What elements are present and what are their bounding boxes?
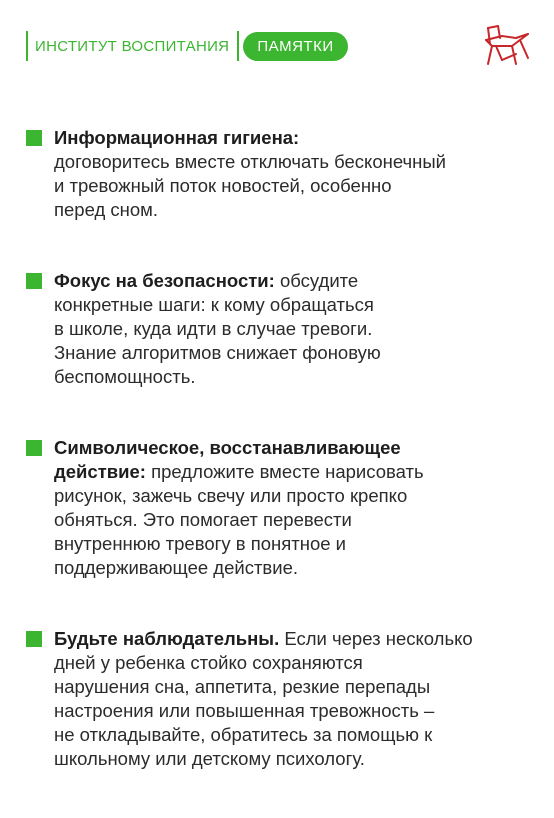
chair-icon (482, 24, 532, 66)
item-text: Знание алгоритмов снижает фоновую (54, 342, 381, 363)
item-title: Информационная гигиена: (54, 127, 300, 148)
list-item (26, 269, 536, 389)
header-divider (26, 31, 28, 61)
list-item (26, 627, 536, 771)
item-text: в школе, куда идти в случае тревоги. (54, 318, 373, 339)
item-text: конкретные шаги: к кому обращаться (54, 294, 374, 315)
item-text: и тревожный поток новостей, особенно (54, 175, 392, 196)
item-text: рисунок, зажечь свечу или просто крепко (54, 485, 408, 506)
item-text: поддерживающее действие. (54, 557, 299, 578)
bullet-square-icon (26, 273, 42, 289)
item-text: настроения или повышенная тревожность – (54, 700, 435, 721)
item-text: не откладывайте, обратитесь за помощью к (54, 724, 433, 745)
item-text: беспомощность. (54, 366, 196, 387)
list-item (26, 436, 536, 580)
bullet-square-icon (26, 440, 42, 456)
header (26, 32, 348, 60)
item-text: договоритесь вместе отключать бесконечный (54, 151, 446, 172)
item-text: обняться. Это помогает перевести (54, 509, 352, 530)
item-text: школьному или детскому психологу. (54, 748, 365, 769)
item-text: нарушения сна, аппетита, резкие перепады (54, 676, 431, 697)
item-title-2: действие: (54, 461, 146, 482)
item-text: внутреннюю тревогу в понятное и (54, 533, 347, 554)
memo-list (26, 126, 536, 818)
header-divider-2 (237, 31, 239, 61)
institute-name: ИНСТИТУТ ВОСПИТАНИЯ (35, 37, 230, 55)
item-title-tail: Если через несколько (279, 628, 473, 649)
item-title-tail: предложите вместе нарисовать (145, 461, 424, 482)
item-title: Будьте наблюдательны. (54, 628, 280, 649)
bullet-square-icon (26, 130, 42, 146)
item-text: перед сном. (54, 199, 159, 220)
item-title: Фокус на безопасности: (54, 270, 275, 291)
item-title: Символическое, восстанавливающее (54, 437, 401, 458)
list-item (26, 126, 536, 222)
section-badge[interactable]: ПАМЯТКИ (243, 32, 347, 61)
bullet-square-icon (26, 631, 42, 647)
item-title-tail: обсудите (274, 270, 359, 291)
item-text: дней у ребенка стойко сохраняются (54, 652, 363, 673)
